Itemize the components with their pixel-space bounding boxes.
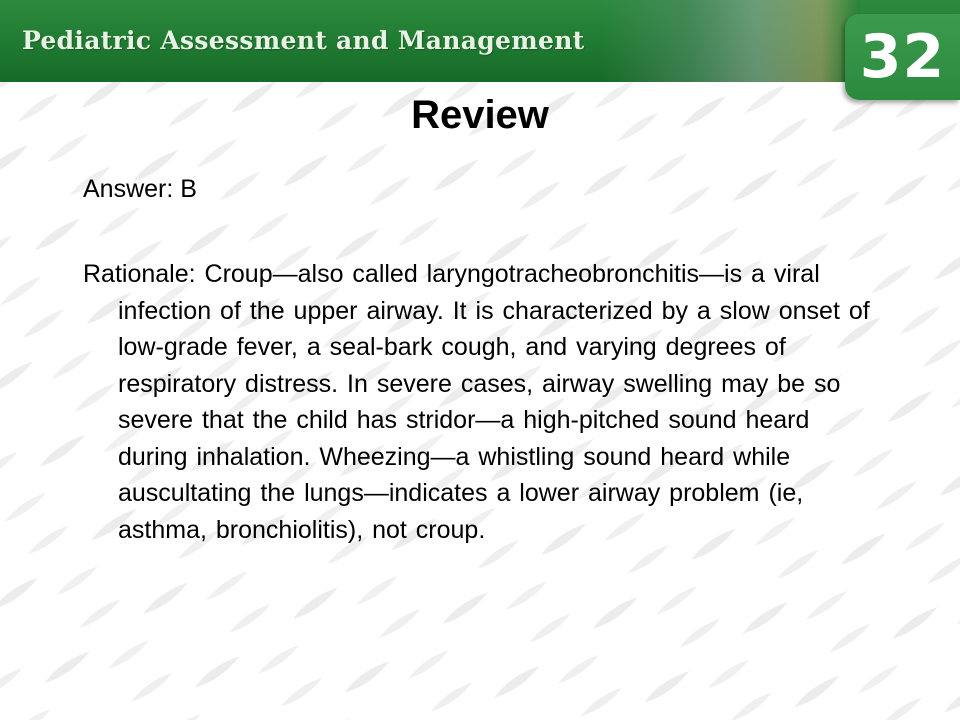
answer-text: Answer: B bbox=[83, 175, 197, 203]
header-photo bbox=[600, 0, 860, 82]
rationale-text: Rationale: Croup—also called laryngotracheobronchitis—is a viral infection of the upper airway. It is characterized by a slow onset of low-grade fever, a seal-bark cough, and varying degrees of respiratory distress. In severe cases, airway swelling may be so severe that the child has stridor—a high-pitched sound heard during inhalation. Wheezing—a whistling sound heard while auscultating the lungs—indicates a lower airway problem (ie, asthma, bronchiolitis), not croup. bbox=[83, 260, 870, 544]
slide-body bbox=[83, 175, 883, 548]
course-title: Pediatric Assessment and Management bbox=[22, 26, 585, 55]
header-banner bbox=[0, 0, 960, 82]
chapter-number-badge: 32 bbox=[845, 14, 960, 100]
slide-title: Review bbox=[411, 93, 549, 137]
